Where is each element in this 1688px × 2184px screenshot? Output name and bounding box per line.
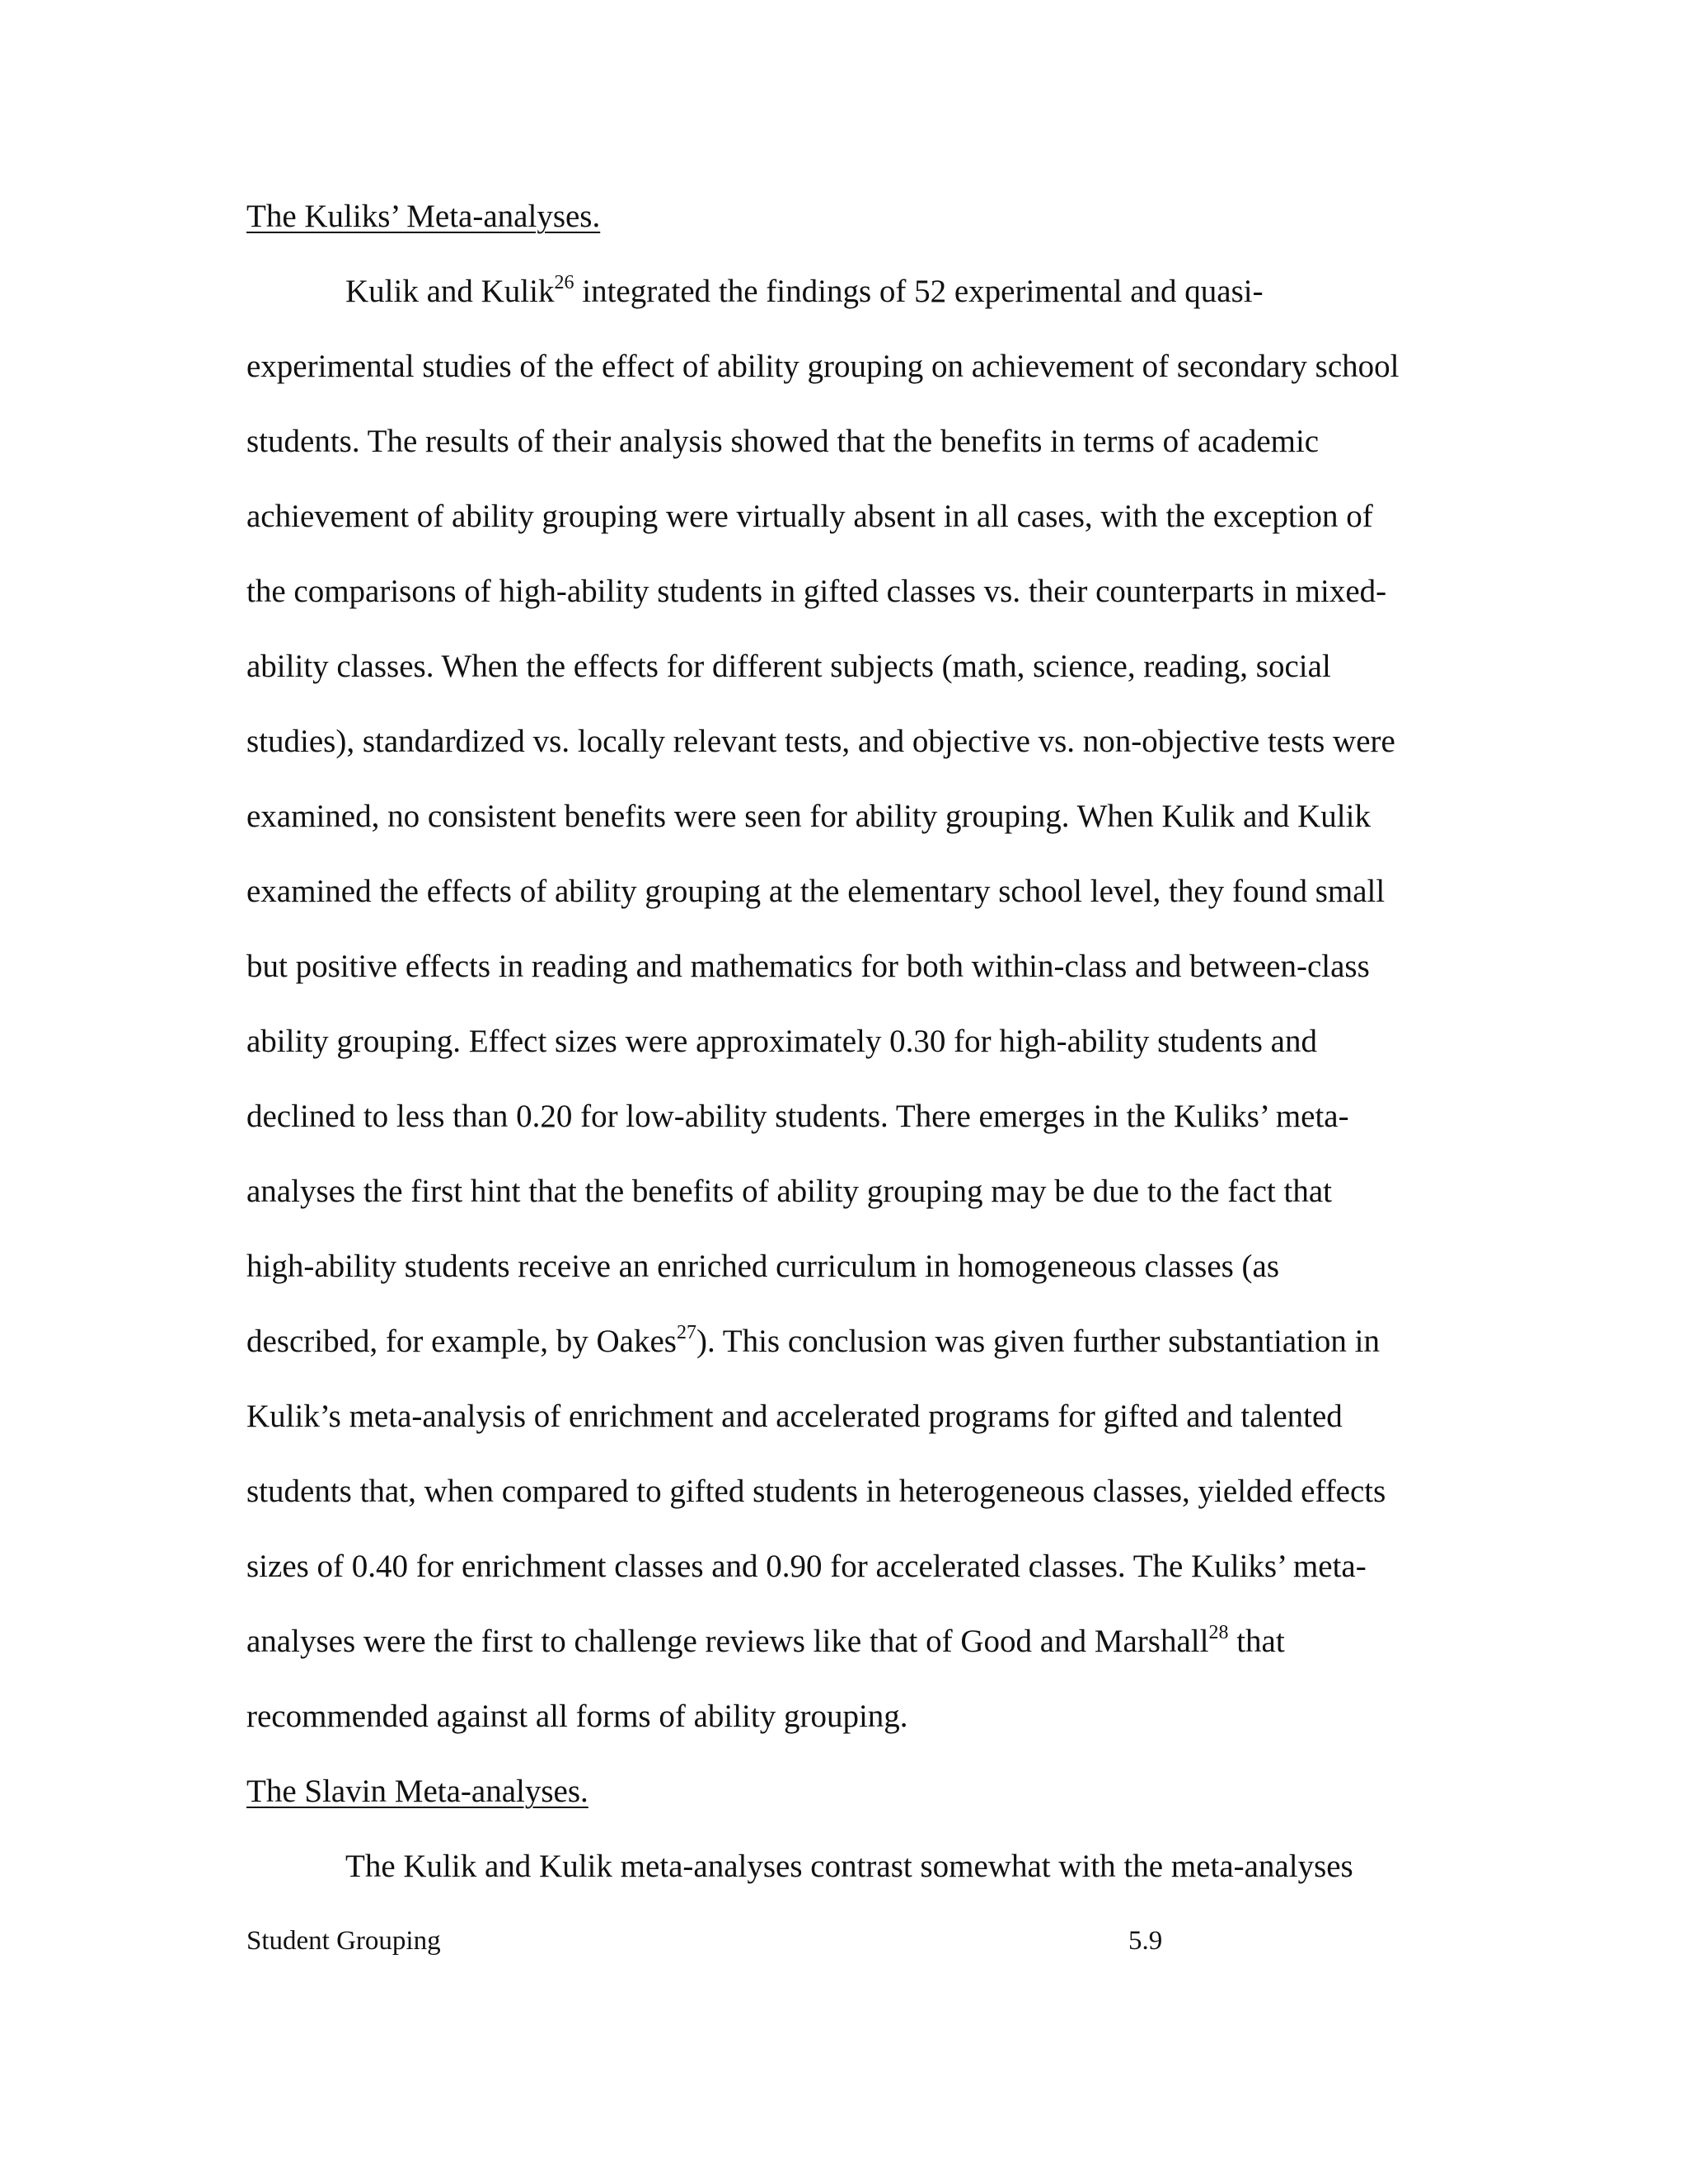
body-line: students. The results of their analysis showed that the benefits in terms of academic: [246, 424, 1320, 459]
body-line: sizes of 0.40 for enrichment classes and 0.90 for accelerated classes. The Kuliks’ meta-: [246, 1549, 1367, 1584]
body-line: analyses were the first to challenge reviews like that of Good and Marshall$^{28}$ that: [246, 1622, 1285, 1659]
footnote-ref: 27: [676, 1322, 696, 1343]
body-line: Kulik and Kulik$^{26}$ integrated the findings of 52 experimental and quasi-: [345, 272, 1264, 309]
section-heading-kuliks: The Kuliks’ Meta-analyses.: [246, 199, 601, 234]
body-line: declined to less than 0.20 for low-ability students. There emerges in the Kuliks’ meta-: [246, 1099, 1349, 1134]
body-line: examined, no consistent benefits were seen for ability grouping. When Kulik and Kulik: [246, 799, 1371, 834]
page-number: 5.9: [1128, 1926, 1163, 1956]
footnote-ref: 26: [554, 272, 574, 293]
section-heading-slavin: The Slavin Meta-analyses.: [246, 1774, 588, 1809]
body-line: examined the effects of ability grouping at the elementary school level, they found small: [246, 874, 1386, 909]
body-line: the comparisons of high-ability students in gifted classes vs. their counterparts in mixed-: [246, 574, 1387, 609]
body-line: experimental studies of the effect of ability grouping on achievement of secondary school: [246, 349, 1400, 384]
body-line: described, for example, by Oakes$^{27}$). This conclusion was given further substantiation in: [246, 1322, 1380, 1359]
body-line: ability classes. When the effects for different subjects (math, science, reading, social: [246, 649, 1331, 684]
body-line: studies), standardized vs. locally relevant tests, and objective vs. non-objective tests were: [246, 724, 1395, 759]
body-line: students that, when compared to gifted students in heterogeneous classes, yielded effects: [246, 1474, 1386, 1509]
body-line: analyses the first hint that the benefits of ability grouping may be due to the fact that: [246, 1174, 1332, 1209]
body-line: ability grouping. Effect sizes were approximately 0.30 for high-ability students and: [246, 1024, 1317, 1059]
body-line: The Kulik and Kulik meta-analyses contrast somewhat with the meta-analyses: [345, 1849, 1353, 1884]
body-line: achievement of ability grouping were virtually absent in all cases, with the exception of: [246, 499, 1373, 534]
footer-title: Student Grouping: [246, 1926, 441, 1956]
body-line: but positive effects in reading and mathematics for both within-class and between-class: [246, 949, 1370, 984]
body-line: high-ability students receive an enriched curriculum in homogeneous classes (as: [246, 1249, 1280, 1284]
body-line: Kulik’s meta-analysis of enrichment and accelerated programs for gifted and talented: [246, 1399, 1343, 1434]
footnote-ref: 28: [1208, 1622, 1229, 1643]
body-line: recommended against all forms of ability grouping.: [246, 1699, 908, 1734]
